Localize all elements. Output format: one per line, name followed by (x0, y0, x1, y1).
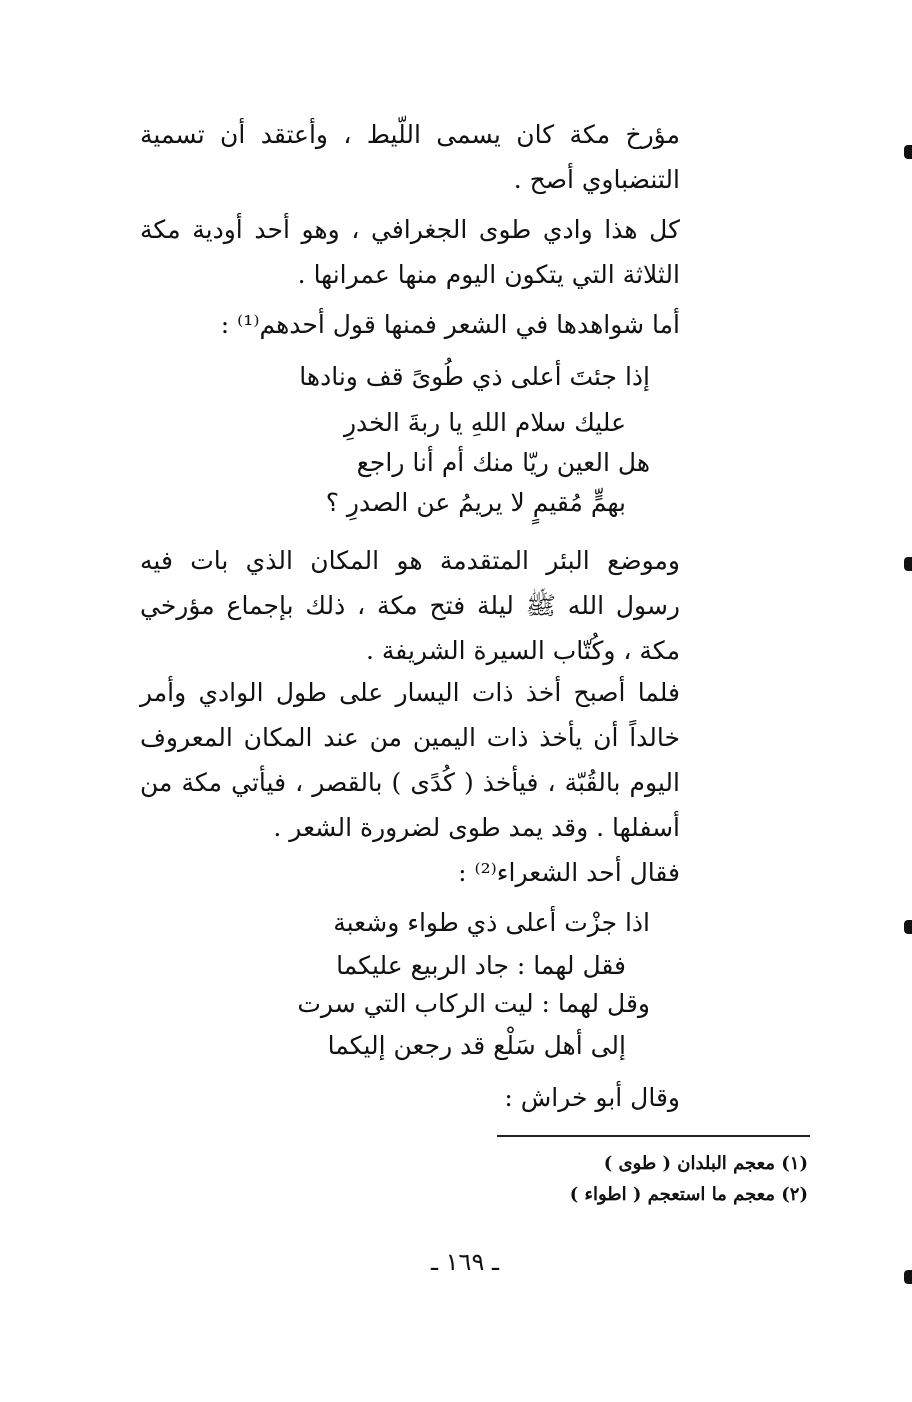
paragraph-poetry-intro: أما شواهدها في الشعر فمنها قول أحدهم⁽¹⁾ : (220, 310, 680, 339)
poem1-line-2: عليك سلام اللهِ يا ربةَ الخدرِ (343, 408, 626, 437)
paragraph-tanadbawi: مؤرخ مكة كان يسمى اللّيط ، وأعتقد أن تسمية التنضباوي أصح . (140, 120, 680, 194)
poem1-line-3: هل العين ريّا منك أم أنا راجع (356, 448, 650, 477)
poem2-line-3: وقل لهما : ليت الركاب التي سرت (297, 989, 650, 1018)
paragraph-wadi-tuwa: كل هذا وادي طوى الجغرافي ، وهو أحد أودية مكة الثلاثة التي يتكون اليوم منها عمرانها . (140, 215, 680, 289)
scan-edge-mark (904, 1270, 912, 1284)
poem1-line-1: إذا جئتَ أعلى ذي طُوىً قف ونادها (299, 362, 650, 391)
page-number: ـ ١٦٩ ـ (430, 1248, 499, 1276)
poem2-line-4: إلى أهل سَلْع قد رجعن إليكما (327, 1031, 626, 1060)
poem2-line-2: فقل لهما : جاد الربيع عليكما (336, 951, 626, 980)
scan-edge-mark (904, 920, 912, 934)
footnote-divider (497, 1135, 810, 1137)
scan-edge-mark (904, 145, 912, 159)
paragraph-abu-khirash: وقال أبو خراش : (504, 1083, 680, 1112)
paragraph-well-location: وموضع البئر المتقدمة هو المكان الذي بات فيه رسول الله ﷺ ليلة فتح مكة ، ذلك بإجماع مؤرخي مكة ، وكُتّاب السيرة الشريفة . (140, 546, 680, 665)
footnote-1: (١) معجم البلدان ( طوى ) (603, 1153, 808, 1174)
poem2-line-1: اذا جزْت أعلى ذي طواء وشعبة (333, 908, 650, 937)
poem1-line-4: بهمٍّ مُقيمٍ لا يريمُ عن الصدرِ ؟ (325, 488, 626, 517)
scan-edge-mark (904, 557, 912, 571)
paragraph-conquest-route: فلما أصبح أخذ ذات اليسار على طول الوادي وأمر خالداً أن يأخذ ذات اليمين من عند المكان المعروف اليوم بالقُبّة ، فيأخذ ( كُدًى ) بالقصر ، فيأتي مكة من أسفلها . وقد يمد طوى لضرورة الشعر . (140, 678, 680, 842)
paragraph-poet-intro: فقال أحد الشعراء⁽²⁾ : (458, 858, 680, 887)
footnote-2: (٢) معجم ما استعجم ( اطواء ) (569, 1184, 808, 1205)
